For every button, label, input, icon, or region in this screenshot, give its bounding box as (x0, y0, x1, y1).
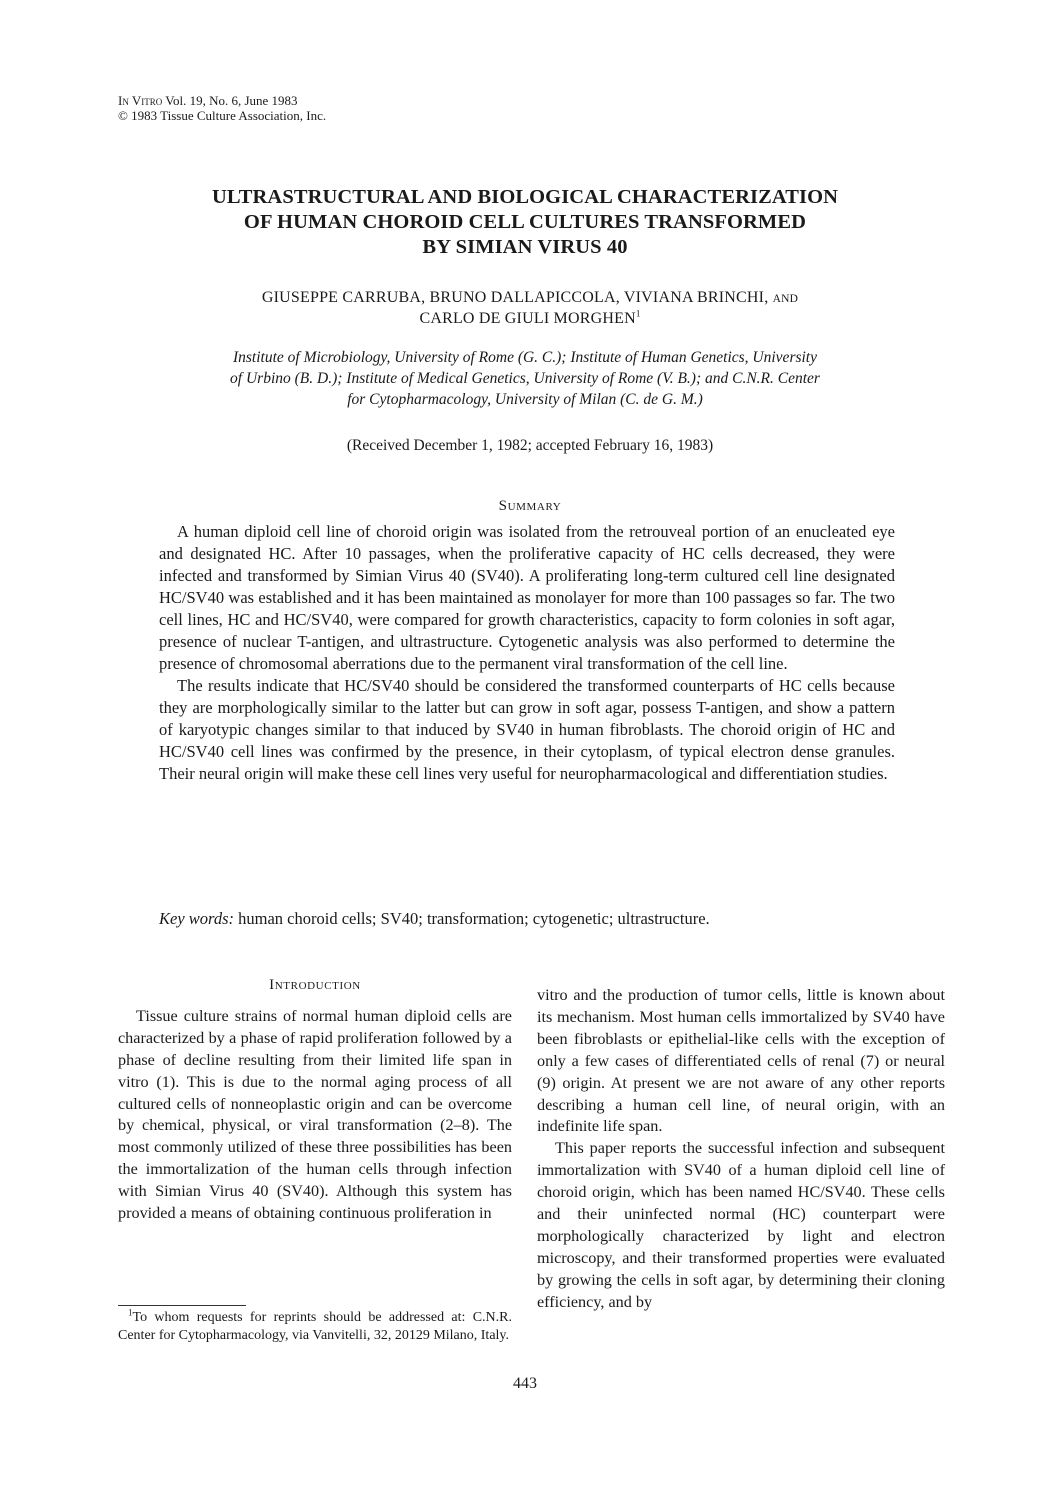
intro-paragraph-1-continued: vitro and the production of tumor cells, little is known about its mechanism. Most human cells immortalized by SV40 have been fibroblasts or epithelial-like cells with the exception of only a few cases of differentiated cells of renal (7) or neural (9) origin. At present we are not aware of any other reports describing a human cell line, of neural origin, with an indefinite life span. (537, 986, 945, 1136)
left-column (118, 975, 512, 1225)
title-line-3: BY SIMIAN VIRUS 40 (422, 236, 628, 258)
summary-paragraph-1: A human diploid cell line of choroid origin was isolated from the retrouveal portion of an enucleated eye and designated HC. After 10 passages, when the proliferative capacity of HC cells decreased, they were infected and transformed by Simian Virus 40 (SV40). A proliferating long-term cultured cell line designated HC/SV40 was established and it has been maintained as monolayer for more than 100 passages so far. The two cell lines, HC and HC/SV40, were compared for growth characteristics, capacity to form colonies in soft agar, presence of nuclear T-antigen, and ultrastructure. Cytogenetic analysis was also performed to determine the presence of chromosomal aberrations due to the permanent viral transformation of the cell line. (159, 522, 895, 673)
keywords-label: Key words: (159, 909, 235, 928)
footnote-text: To whom requests for reprints should be addressed at: C.N.R. Center for Cytopharmacology, via Vanvitelli, 32, 20129 Milano, Italy. (118, 1310, 512, 1343)
authors-line-2: CARLO DE GIULI MORGHEN (419, 310, 636, 327)
summary-heading: Summary (498, 498, 562, 514)
authors-and: AND (772, 293, 799, 305)
keywords (159, 908, 895, 930)
journal-citation (118, 93, 326, 108)
affiliation-line-3: for Cytopharmacology, University of Milan (C. de G. M.) (347, 391, 703, 408)
copyright-line: © 1983 Tissue Culture Association, Inc. (118, 108, 327, 123)
affiliation-line-2: of Urbino (B. D.); Institute of Medical Genetics, University of Rome (V. B.); and C.N.R. Center (230, 370, 820, 387)
summary-body (159, 521, 895, 785)
article-title (110, 185, 940, 260)
keywords-text: human choroid cells; SV40; transformation; cytogenetic; ultrastructure. (234, 909, 710, 928)
journal-volume: Vol. 19, No. 6, June 1983 (162, 93, 298, 108)
footnote-divider (118, 1305, 246, 1306)
affiliation-line-1: Institute of Microbiology, University of Rome (G. C.); Institute of Human Genetics, University (232, 349, 817, 366)
summary-paragraph-2: The results indicate that HC/SV40 should be considered the transformed counterparts of HC cells because they are morphologically similar to the latter but can grow in soft agar, possess T-antigen, and show a pattern of karyotypic changes similar to that induced by SV40 in human fibroblasts. The choroid origin of HC and HC/SV40 cell lines was confirmed by the presence, in their cytoplasm, of typical electron dense granules. Their neural origin will make these cell lines very useful for neuropharmacological and differentiation studies. (159, 676, 895, 783)
title-line-1: ULTRASTRUCTURAL AND BIOLOGICAL CHARACTERIZATION (211, 186, 839, 208)
affiliations (140, 347, 910, 410)
received-dates: (Received December 1, 1982; accepted February 16, 1983) (346, 437, 714, 454)
journal-header (118, 93, 326, 123)
footnote (118, 1309, 512, 1345)
intro-paragraph-1: Tissue culture strains of normal human diploid cells are characterized by a phase of rapid proliferation followed by a phase of decline resulting from their limited life span in vitro (1). This is due to the normal aging process of all cultured cells of nonneoplastic origin and can be overcome by chemical, physical, or viral transformation (2–8). The most commonly utilized of these three possibilities has been the immortalization of the human cells through infection with Simian Virus 40 (SV40). Although this system has provided a means of obtaining continuous proliferation in (118, 1006, 512, 1223)
authors-line-1: GIUSEPPE CARRUBA, BRUNO DALLAPICCOLA, VIVIANA BRINCHI, (261, 289, 769, 306)
author-footnote-mark: 1 (635, 308, 641, 319)
right-column (537, 985, 945, 1314)
intro-paragraph-2: This paper reports the successful infection and subsequent immortalization with SV40 of a human diploid cell line of choroid origin, which has been named HC/SV40. These cells and their uninfected normal (HC) counterpart were morphologically characterized by light and electron microscopy, and their transformed properties were evaluated by growing the cells in soft agar, by determining their cloning efficiency, and by (537, 1139, 945, 1311)
page-number: 443 (513, 1375, 537, 1392)
journal-name: In Vitro (118, 93, 163, 108)
title-line-2: OF HUMAN CHOROID CELL CULTURES TRANSFORMED (243, 211, 807, 233)
footnote-mark: 1 (128, 1307, 133, 1318)
author-list (110, 288, 950, 329)
introduction-heading: Introduction (269, 977, 361, 993)
